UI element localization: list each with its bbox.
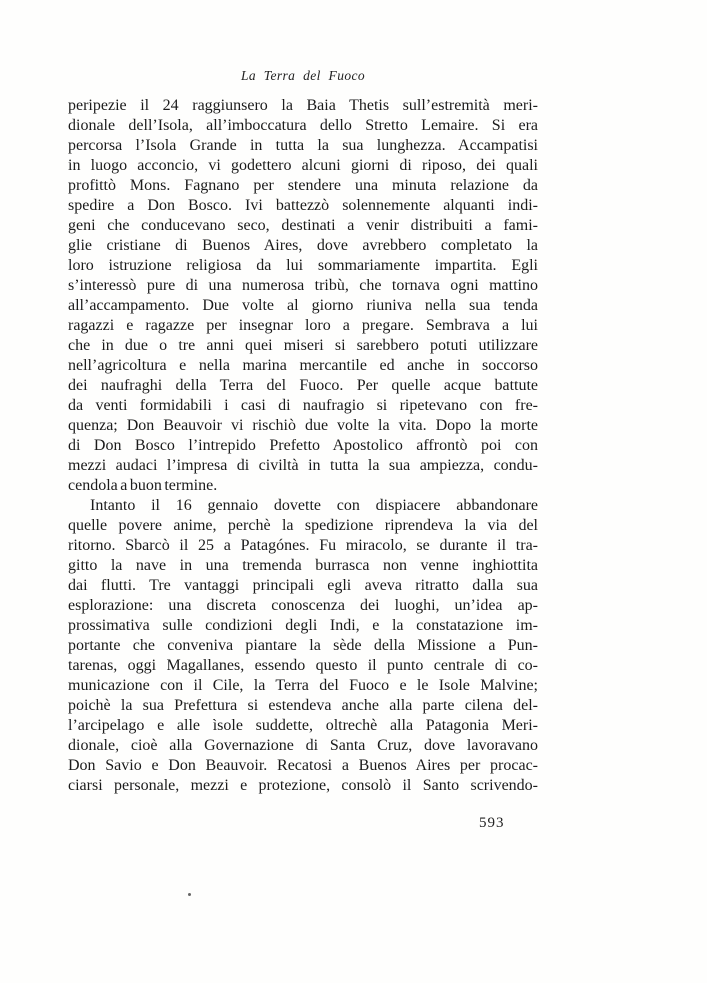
text-line: cendola a buon termine. — [68, 477, 218, 494]
text-line: esplorazione: una discreta conoscenza dei luoghi, un’idea ap- — [68, 597, 538, 614]
text-line: che in due o tre anni quei miseri si sarebbero potuti utilizzare — [68, 337, 538, 354]
text-line: profittò Mons. Fagnano per stendere una minuta relazione da — [68, 177, 538, 194]
text-line: di Don Bosco l’intrepido Prefetto Apostolico affrontò poi con — [68, 437, 538, 454]
text-block — [68, 96, 538, 796]
text-line: nell’agricoltura e nella marina mercantile ed anche in soccorso — [68, 357, 538, 374]
text-line: peripezie il 24 raggiunsero la Baia Thetis sull’estremità meri- — [68, 97, 538, 114]
text-line: ritorno. Sbarcò il 25 a Patagónes. Fu miracolo, se durante il tra- — [68, 537, 538, 554]
text-line: prossimativa sulle condizioni degli Indi, e la constatazione im- — [68, 617, 538, 634]
text-line: quenza; Don Beauvoir vi rischiò due volte la vita. Dopo la morte — [68, 417, 538, 434]
text-line: tarenas, oggi Magallanes, essendo questo il punto centrale di co- — [68, 657, 538, 674]
text-line: s’interessò pure di una numerosa tribù, che tornava ogni mattino — [68, 277, 538, 294]
text-line: dionale, cioè alla Governazione di Santa Cruz, dove lavoravano — [68, 737, 538, 754]
text-line: poichè la sua Prefettura si estendeva anche alla parte cilena del- — [68, 697, 538, 714]
text-line: gitto la nave in una tremenda burrasca non venne inghiottita — [68, 557, 538, 574]
text-line: dei naufraghi della Terra del Fuoco. Per quelle acque battute — [68, 377, 538, 394]
text-line: l’arcipelago e alle ìsole suddette, oltrechè alla Patagonia Meri- — [68, 717, 538, 734]
text-line: loro istruzione religiosa da lui sommariamente impartita. Egli — [68, 257, 538, 274]
text-line: spedire a Don Bosco. Ivi battezzò solennemente alquanti indi- — [68, 197, 538, 214]
text-line: geni che conducevano seco, destinati a venir distribuiti a fami- — [68, 217, 538, 234]
text-line: in luogo acconcio, vi godettero alcuni giorni di riposo, dei quali — [68, 157, 538, 174]
page-number: 593 — [479, 815, 505, 831]
paragraph-1 — [68, 96, 538, 496]
text-line: ragazzi e ragazze per insegnar loro a pregare. Sembrava a lui — [68, 317, 538, 334]
text-line: Intanto il 16 gennaio dovette con dispiacere abbandonare — [90, 497, 538, 514]
text-line: da venti formidabili i casi di naufragio si ripetevano con fre- — [68, 397, 538, 414]
text-line: all’accampamento. Due volte al giorno riuniva nella sua tenda — [68, 297, 538, 314]
text-line: municazione con il Cile, la Terra del Fuoco e le Isole Malvine; — [68, 677, 538, 694]
text-line: glie cristiane di Buenos Aires, dove avrebbero completato la — [68, 237, 538, 254]
text-line: mezzi audaci l’impresa di civiltà in tutta la sua ampiezza, condu- — [68, 457, 538, 474]
text-line: percorsa l’Isola Grande in tutta la sua lunghezza. Accampatisi — [68, 137, 538, 154]
text-line: portante che conveniva piantare la sède della Missione a Pun- — [68, 637, 538, 654]
scan-artifact-dot — [188, 893, 191, 896]
text-line: quelle povere anime, perchè la spedizione riprendeva la via del — [68, 517, 538, 534]
running-header: La Terra del Fuoco — [240, 68, 366, 83]
text-line: dionale dell’Isola, all’imboccatura dello Stretto Lemaire. Si era — [68, 117, 538, 134]
text-line: Don Savio e Don Beauvoir. Recatosi a Buenos Aires per procac- — [68, 757, 538, 774]
paragraph-2 — [68, 496, 538, 796]
text-line: dai flutti. Tre vantaggi principali egli aveva ritratto dalla sua — [68, 577, 538, 594]
text-line: ciarsi personale, mezzi e protezione, consolò il Santo scrivendo- — [68, 777, 538, 794]
